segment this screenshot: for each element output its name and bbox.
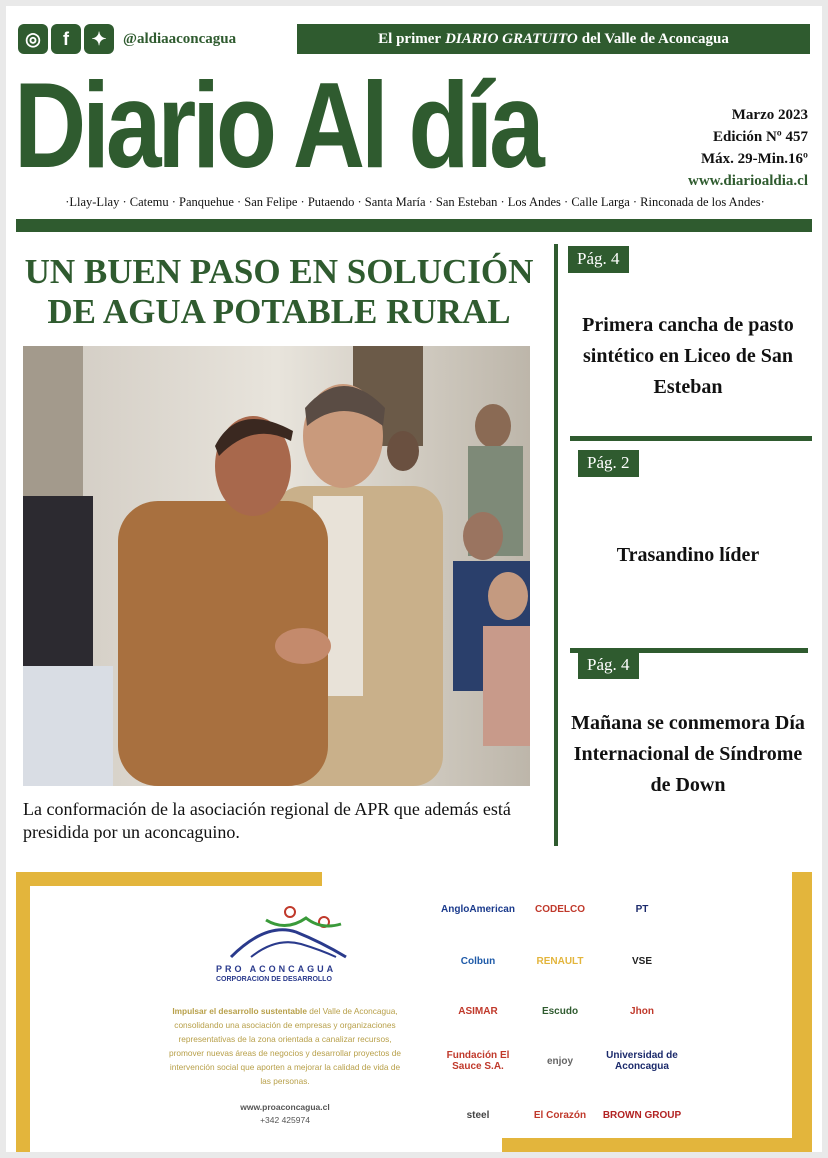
social-handle[interactable]: @aldiaaconcagua xyxy=(123,30,237,47)
sponsor-logo: BROWN GROUP xyxy=(602,1109,682,1121)
facebook-icon[interactable]: f xyxy=(51,24,81,54)
ad-mission-rest: del Valle de Aconcagua, consolidando una asociación de empresas y organizaciones representativas de la zona orientada a canalizar recursos, promover nuevas áreas de negocios y desarrollar proyectos de intervención social que aporten a mejorar la calidad de vida de las personas. xyxy=(169,1006,401,1086)
towns-list: ·Llay-Llay · Catemu · Panquehue · San Felipe · Putaendo · Santa María · San Esteban · Los Andes · Calle Larga · Rinconada de los Andes· xyxy=(65,195,765,209)
page-ref-badge[interactable]: Pág. 2 xyxy=(578,450,639,477)
ad-website[interactable]: www.proaconcagua.cl xyxy=(240,1102,330,1112)
sponsor-logo: El Corazón xyxy=(533,1109,587,1121)
main-headline[interactable]: UN BUEN PASO EN SOLUCIÓN DE AGUA POTABLE RURAL xyxy=(24,252,534,331)
weather: Máx. 29-Min.16º xyxy=(700,151,808,167)
sponsor-logo: Colbun xyxy=(460,955,496,967)
side-divider xyxy=(570,436,812,441)
photo-caption: La conformación de la asociación regional de APR que además está presidida por un aconcaguino. xyxy=(23,799,511,842)
masthead-logo: Diario Al día xyxy=(14,57,541,193)
tagline-em: DIARIO GRATUITO xyxy=(445,30,578,47)
sponsor-logo: Universidad de Aconcagua xyxy=(606,1050,678,1072)
ad-frame xyxy=(502,1138,812,1152)
photo-illustration xyxy=(23,346,530,786)
sponsor-logo: ASIMAR xyxy=(458,1005,498,1017)
ad-brand-name: PRO ACONCAGUA xyxy=(216,964,337,974)
social-links xyxy=(18,24,236,54)
sponsor-logo: RENAULT xyxy=(536,955,584,967)
sponsor-logo: Escudo xyxy=(541,1005,579,1017)
tagline-banner xyxy=(297,24,810,54)
tagline-post: del Valle de Aconcagua xyxy=(581,30,729,47)
website-link[interactable]: www.diarioaldia.cl xyxy=(687,173,808,189)
sponsor-logo: enjoy xyxy=(546,1055,574,1067)
sponsor-logo: CODELCO xyxy=(535,903,585,915)
sponsor-logo: Fundación El Sauce S.A. xyxy=(446,1050,510,1072)
twitter-icon[interactable]: ✦ xyxy=(84,24,114,54)
tagline-pre: El primer xyxy=(378,30,442,47)
main-photo xyxy=(23,346,530,786)
ad-brand-subtitle: CORPORACION DE DESARROLLO xyxy=(216,976,332,983)
page-ref-badge[interactable]: Pág. 4 xyxy=(578,652,639,679)
side-story-title[interactable]: Primera cancha de pasto sintético en Liceo de San Esteban xyxy=(582,314,794,398)
sponsor-logo: Jhon xyxy=(630,1005,654,1017)
sponsor-logo: steel xyxy=(466,1109,490,1121)
pro-aconcagua-logo-icon xyxy=(206,902,356,962)
sponsor-logo: VSE xyxy=(631,955,652,967)
sponsor-logo: AngloAmerican xyxy=(441,903,515,915)
ad-frame xyxy=(792,872,812,1152)
ad-frame xyxy=(16,872,30,1152)
newspaper-front-page xyxy=(6,6,822,1152)
advertisement xyxy=(16,872,812,1152)
ad-phone: +342 425974 xyxy=(260,1115,310,1125)
instagram-icon[interactable]: ◎ xyxy=(18,24,48,54)
ad-frame xyxy=(16,872,322,886)
column-divider xyxy=(554,244,558,846)
page-ref-badge[interactable]: Pág. 4 xyxy=(568,246,629,273)
header-divider xyxy=(16,219,812,232)
sponsor-logo: PT xyxy=(635,903,649,915)
side-story-title[interactable]: Trasandino líder xyxy=(616,544,760,566)
edition-info xyxy=(688,104,808,192)
edition-number: Edición Nº 457 xyxy=(713,129,808,145)
ad-mission-bold: Impulsar el desarrollo sustentable xyxy=(172,1006,307,1016)
ad-mission-text xyxy=(166,1004,404,1088)
edition-date: Marzo 2023 xyxy=(731,107,808,123)
side-story-title[interactable]: Mañana se conmemora Día Internacional de Síndrome de Down xyxy=(571,712,805,796)
